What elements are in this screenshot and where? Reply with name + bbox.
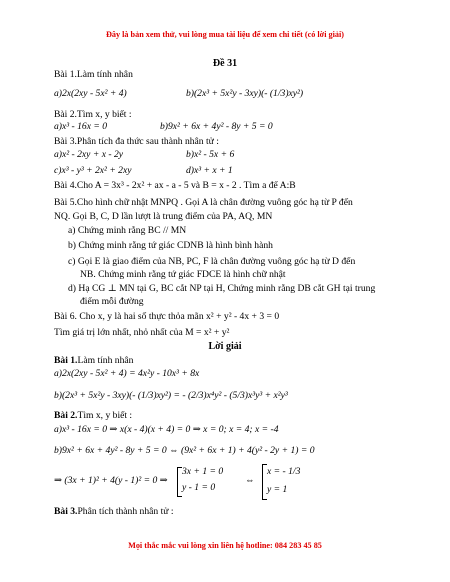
solution-2c-left: ⇒ (3x + 1)² + 4(y - 1)² = 0 ⇒: [54, 475, 168, 486]
problem-1-heading: Bài 1.Làm tính nhân: [54, 69, 133, 80]
problem-3c: c)x³ - y³ + 2x² + 2xy: [54, 165, 132, 176]
problem-5c-line2: NB. Chứng minh rằng tứ giác FDCE là hình chữ nhật: [80, 269, 286, 280]
problem-3b: b)x² - 5x + 6: [186, 149, 235, 160]
problem-6-line2: Tìm giá trị lớn nhất, nhỏ nhất của M = x² + y²: [54, 327, 230, 338]
solution-2-heading: [54, 410, 132, 422]
problem-6-line1: Bài 6. Cho x, y là hai số thực thỏa mãn x² + y² - 4x + 3 = 0: [54, 311, 280, 322]
solution-1-heading: [54, 355, 133, 367]
problem-5b: b) Chứng minh rằng tứ giác CDNB là hình bình hành: [68, 240, 273, 251]
solution-3-title: Phân tích thành nhân tử :: [77, 506, 174, 517]
problem-5-intro-line1: Bài 5.Cho hình chữ nhật MNPQ . Gọi A là chân đường vuông góc hạ từ P đến: [54, 197, 353, 208]
solution-2b: b)9x² + 6x + 4y² - 8y + 5 = 0 ⇔ (9x² + 6x + 1) + 4(y² - 2y + 1) = 0: [54, 445, 315, 456]
problem-3-heading: Bài 3.Phân tích đa thức sau thành nhân tử :: [54, 136, 219, 147]
problem-5-intro-line2: NQ. Gọi B, C, D lần lượt là trung điểm của PA, AQ, MN: [54, 211, 273, 222]
result-y: y = 1: [267, 484, 288, 495]
solution-2a: a)x³ - 16x = 0 ⇒ x(x - 4)(x + 4) = 0 ⇒ x = 0; x = 4; x = -4: [54, 424, 279, 435]
solution-1-title: Làm tính nhân: [77, 355, 134, 366]
hotline-banner: Mọi thắc mắc vui lòng xin liên hệ hotline: 084 283 45 85: [128, 541, 322, 550]
problem-3d: d)x³ + x + 1: [186, 165, 233, 176]
solution-1-label: Bài 1.: [54, 355, 78, 366]
problem-5a: a) Chứng minh rằng BC // MN: [68, 225, 187, 236]
preview-banner: Đây là bản xem thử, vui lòng mua tài liệu để xem chi tiết (có lời giải): [105, 30, 344, 39]
equivalence-arrow: ⇔: [245, 475, 255, 486]
problem-5d-line1: d) Hạ CG ⊥ MN tại G, BC cắt NP tại H, Chứng minh rằng DB cắt GH tại trung: [68, 283, 376, 294]
problem-1a: a)2x(2xy - 5x² + 4): [54, 88, 127, 99]
system-eq-2: y - 1 = 0: [182, 482, 216, 493]
problem-2b: b)9x² + 6x + 4y² - 8y + 5 = 0: [160, 121, 273, 132]
solution-2-label: Bài 2.: [54, 410, 78, 421]
solution-heading: Lời giải: [208, 341, 242, 352]
problem-1b: b)(2x³ + 5x²y - 3xy)(- (1/3)xy²): [186, 88, 304, 99]
page-title: Đề 31: [212, 58, 238, 69]
solution-3-heading: [54, 506, 174, 518]
solution-1b: b)(2x³ + 5x²y - 3xy)(- (1/3)xy²) = - (2/3)x⁴y² - (5/3)x³y³ + x²y³: [54, 390, 288, 401]
problem-2a: a)x³ - 16x = 0: [54, 121, 108, 132]
problem-2-heading: Bài 2.Tìm x, y biết :: [54, 109, 132, 120]
problem-3a: a)x² - 2xy + x - 2y: [54, 149, 124, 160]
system-eq-1: 3x + 1 = 0: [182, 466, 224, 477]
problem-4: Bài 4.Cho A = 3x³ - 2x² + ax - a - 5 và B = x - 2 . Tìm a để A:B: [54, 180, 296, 191]
solution-2-title: Tìm x, y biết :: [77, 410, 133, 421]
solution-1a: a)2x(2xy - 5x² + 4) = 4x²y - 10x³ + 8x: [54, 368, 200, 379]
problem-5c-line1: c) Gọi E là giao điểm của NB, PC, F là chân đường vuông góc hạ từ D đến: [68, 256, 356, 267]
problem-5d-line2: điểm mỗi đường: [80, 296, 144, 307]
result-x: x = - 1/3: [267, 466, 301, 477]
solution-3-label: Bài 3.: [54, 506, 78, 517]
